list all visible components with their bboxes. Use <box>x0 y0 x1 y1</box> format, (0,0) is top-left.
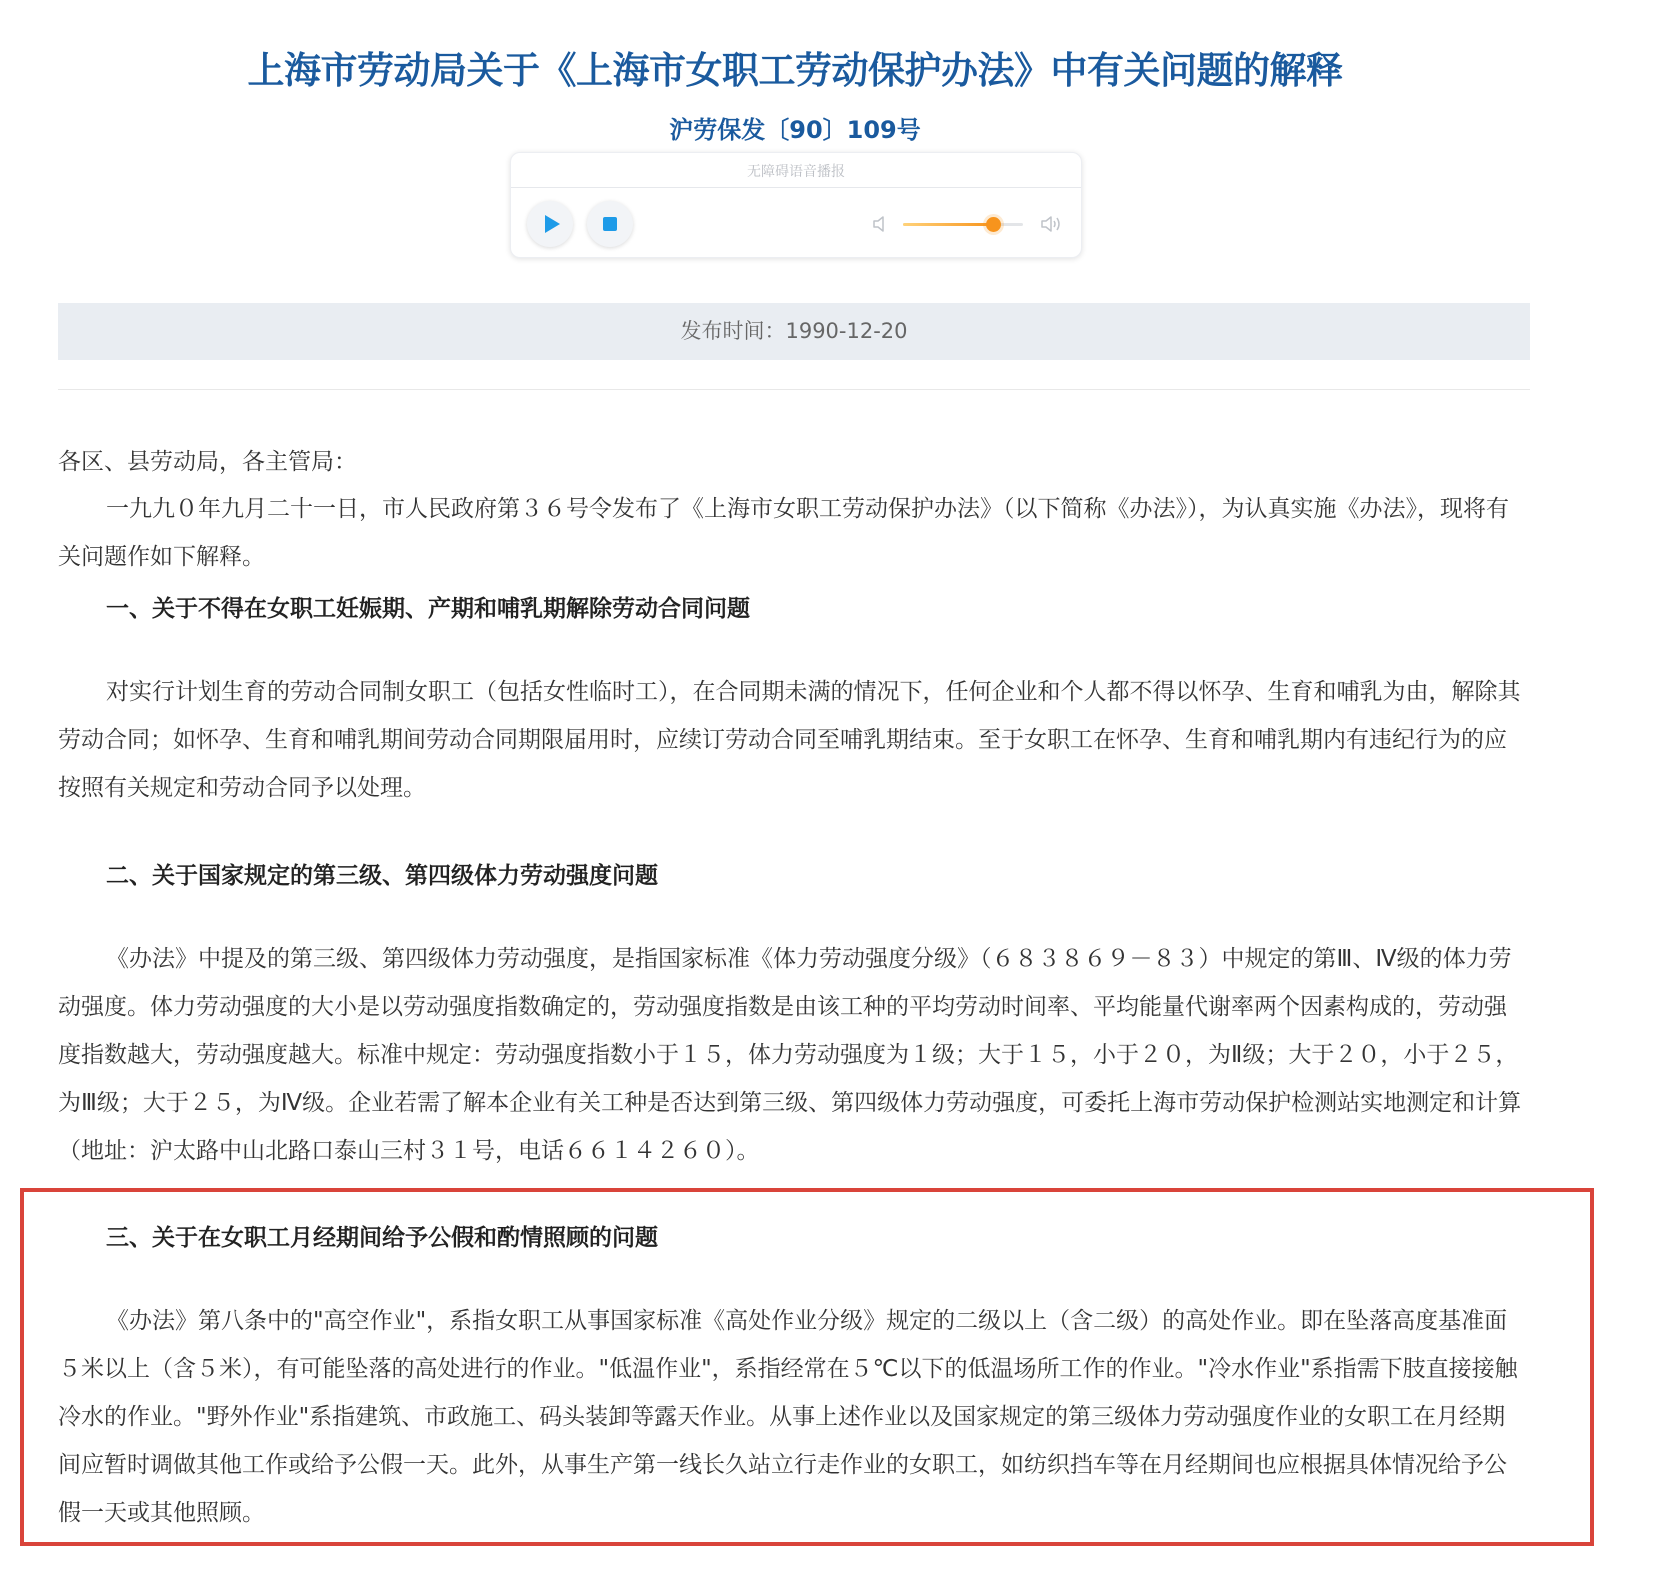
document-number: 沪劳保发〔90〕109号 <box>669 116 921 144</box>
volume-high-icon[interactable] <box>1039 213 1065 239</box>
stop-icon <box>603 217 617 231</box>
play-button[interactable] <box>527 201 573 247</box>
intro-paragraph: 一九九０年九月二十一日，市人民政府第３６号令发布了《上海市女职工劳动保护办法》（以下简称《办法》），为认真实施《办法》，现将有关问题作如下解释。 <box>58 496 1509 570</box>
section-1-heading: 一、关于不得在女职工妊娠期、产期和哺乳期解除劳动合同问题 <box>106 596 750 622</box>
salutation: 各区、县劳动局，各主管局： <box>58 449 357 475</box>
volume-slider-handle[interactable] <box>986 217 1001 232</box>
page-title: 上海市劳动局关于《上海市女职工劳动保护办法》中有关问题的解释 <box>247 49 1343 92</box>
section-3-heading: 三、关于在女职工月经期间给予公假和酌情照顾的问题 <box>106 1225 658 1251</box>
section-2-heading: 二、关于国家规定的第三级、第四级体力劳动强度问题 <box>106 863 658 889</box>
volume-low-icon[interactable] <box>871 213 893 239</box>
player-divider <box>511 187 1081 188</box>
section-1-body: 对实行计划生育的劳动合同制女职工（包括女性临时工），在合同期未满的情况下，任何企业和个人都不得以怀孕、生育和哺乳为由，解除其劳动合同；如怀孕、生育和哺乳期间劳动合同期限届用时，应续订劳动合同至哺乳期结束。至于女职工在怀孕、生育和哺乳期内有违纪行为的应按照有关规定和劳动合同予以处理。 <box>58 679 1521 801</box>
play-icon <box>545 215 560 233</box>
volume-slider-fill <box>903 223 993 226</box>
audio-player <box>510 152 1082 258</box>
volume-slider[interactable] <box>903 223 1023 226</box>
stop-button[interactable] <box>587 201 633 247</box>
section-3-body: 《办法》第八条中的"高空作业"，系指女职工从事国家标准《高处作业分级》规定的二级以上（含二级）的高处作业。即在坠落高度基准面５米以上（含５米），有可能坠落的高处进行的作业。"低温作业"，系指经常在５℃以下的低温场所工作的作业。"冷水作业"系指需下肢直接接触冷水的作业。"野外作业"系指建筑、市政施工、码头装卸等露天作业。从事上述作业以及国家规定的第三级体力劳动强度作业的女职工在月经期间应暂时调做其他工作或给予公假一天。此外，从事生产第一线长久站立行走作业的女职工，如纺织挡车等在月经期间也应根据具体情况给予公假一天或其他照顾。 <box>58 1308 1518 1526</box>
publish-date: 发布时间：1990-12-20 <box>58 303 1530 360</box>
player-label: 无障碍语音播报 <box>747 164 845 180</box>
divider <box>58 389 1530 390</box>
section-2-body: 《办法》中提及的第三级、第四级体力劳动强度，是指国家标准《体力劳动强度分级》（６８３８６９－８３）中规定的第Ⅲ、Ⅳ级的体力劳动强度。体力劳动强度的大小是以劳动强度指数确定的，劳动强度指数是由该工种的平均劳动时间率、平均能量代谢率两个因素构成的，劳动强度指数越大，劳动强度越大。标准中规定：劳动强度指数小于１５，体力劳动强度为１级；大于１５，小于２０，为Ⅱ级；大于２０，小于２５，为Ⅲ级；大于２５，为Ⅳ级。企业若需了解本企业有关工种是否达到第三级、第四级体力劳动强度，可委托上海市劳动保护检测站实地测定和计算（地址：沪太路中山北路口泰山三村３１号，电话６６１４２６０）。 <box>58 946 1522 1164</box>
